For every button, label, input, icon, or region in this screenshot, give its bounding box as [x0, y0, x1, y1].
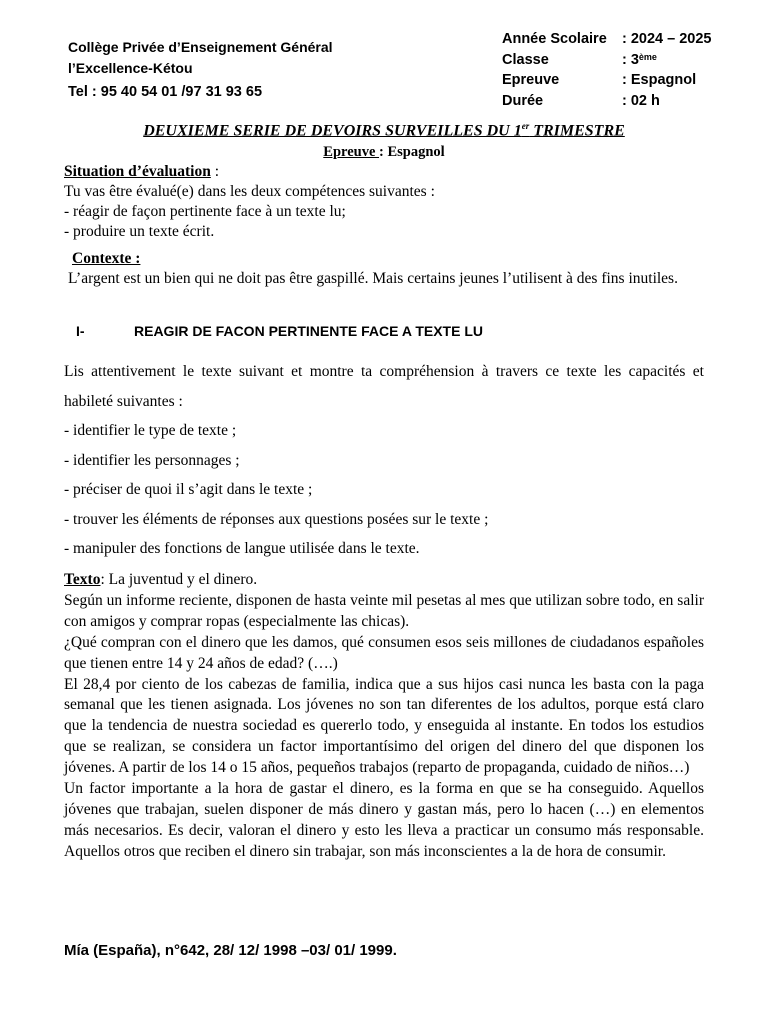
school-header: [68, 37, 333, 103]
competence-item: - réagir de façon pertinente face à un texte lu;: [64, 203, 346, 220]
epreuve-line: Epreuve : Espagnol: [323, 144, 445, 160]
meta-row-epreuve: Epreuve : Espagnol: [502, 72, 697, 88]
situation-intro: Tu vas être évalué(e) dans les deux compétences suivantes :: [64, 183, 435, 200]
contexte-text: L’argent est un bien qui ne doit pas être gaspillé. Mais certains jeunes l’utilisent à des fins inutiles.: [68, 270, 678, 287]
text-paragraph: Un factor importante a la hora de gastar el dinero, es la forma en que se ha conseguido. Aquellos jóvenes que trabajan, suelen disponer de más dinero y gastan más, pero lo hacen (…) en elementos más necesarios. Es decir, valoran el dinero y esto les lleva a practicar un consumo más responsable. Aquellos otros que reciben el dinero sin trabajar, son más inconscientes a la de hora de consumir.: [64, 780, 704, 860]
exam-title: DEUXIEME SERIE DE DEVOIRS SURVEILLES DU 1er TRIMESTRE: [143, 121, 625, 140]
instruction-item: - identifier les personnages ;: [64, 451, 240, 469]
exam-meta: [502, 29, 712, 111]
contexte-heading: Contexte :: [72, 250, 141, 267]
situation-section: Situation d’évaluation : Tu vas être évalué(e) dans les deux compétences suivantes : - réagir de façon pertinente face à un texte lu; - produire un texte écrit.: [64, 162, 704, 242]
instruction-item: - identifier le type de texte ;: [64, 422, 237, 439]
instructions-intro: Lis attentivement le texte suivant et montre ta compréhension à travers ce texte les capacités et habileté suivantes :: [64, 363, 704, 410]
text-source: Mía (España), n°642, 28/ 12/ 1998 –03/ 01/ 1999.: [64, 942, 397, 959]
instruction-item: - préciser de quoi il s’agit dans le texte ;: [64, 481, 313, 498]
contexte-section: [64, 249, 704, 289]
text-paragraph: Según un informe reciente, disponen de hasta veinte mil pesetas al mes que utilizan sobre todo, en salir con amigos y comprar ropas (especialmente las chicas).: [64, 591, 704, 630]
text-paragraph: El 28,4 por ciento de los cabezas de familia, indica que a sus hijos casi nunca les basta con la paga semanal que les tienen asignada. Los jóvenes no son tan diferentes de los adultos, porque está claro que la tendencia de nuestra sociedad es quererlo todo, y enseguida al instante. En todos los estudios que se realizan, se considera un factor importantísimo del origen del dinero del que disponen los jóvenes. A partir de los 14 o 15 años, pequeños trabajos (reparto de propaganda, cuidado de niños…): [64, 675, 704, 777]
reading-text: [64, 570, 704, 863]
meta-row-annee: Année Scolaire : 2024 – 2025: [502, 31, 712, 47]
meta-row-classe: Classe : 3ème: [502, 51, 657, 68]
section-heading: I- REAGIR DE FACON PERTINENTE FACE A TEXTE LU: [76, 323, 483, 339]
instruction-item: - trouver les éléments de réponses aux questions posées sur le texte ;: [64, 510, 489, 528]
school-name: Collège Privée d’Enseignement Général: [68, 39, 333, 55]
situation-heading: Situation d’évaluation: [64, 163, 211, 180]
competence-item: - produire un texte écrit.: [64, 223, 215, 240]
texto-title: : La juventud y el dinero.: [100, 571, 258, 588]
meta-row-duree: Durée : 02 h: [502, 92, 660, 109]
school-phone: Tel : 95 40 54 01 /97 31 93 65: [68, 84, 263, 100]
school-location: l’Excellence-Kétou: [68, 60, 193, 76]
text-paragraph: ¿Qué compran con el dinero que les damos, qué consumen esos seis millones de ciudadanos españoles que tienen entre 14 y 24 años de edad? (….): [64, 633, 704, 672]
texto-label: Texto: [64, 571, 101, 588]
instructions: [64, 357, 704, 564]
instruction-item: - manipuler des fonctions de langue utilisée dans le texte.: [64, 540, 420, 557]
